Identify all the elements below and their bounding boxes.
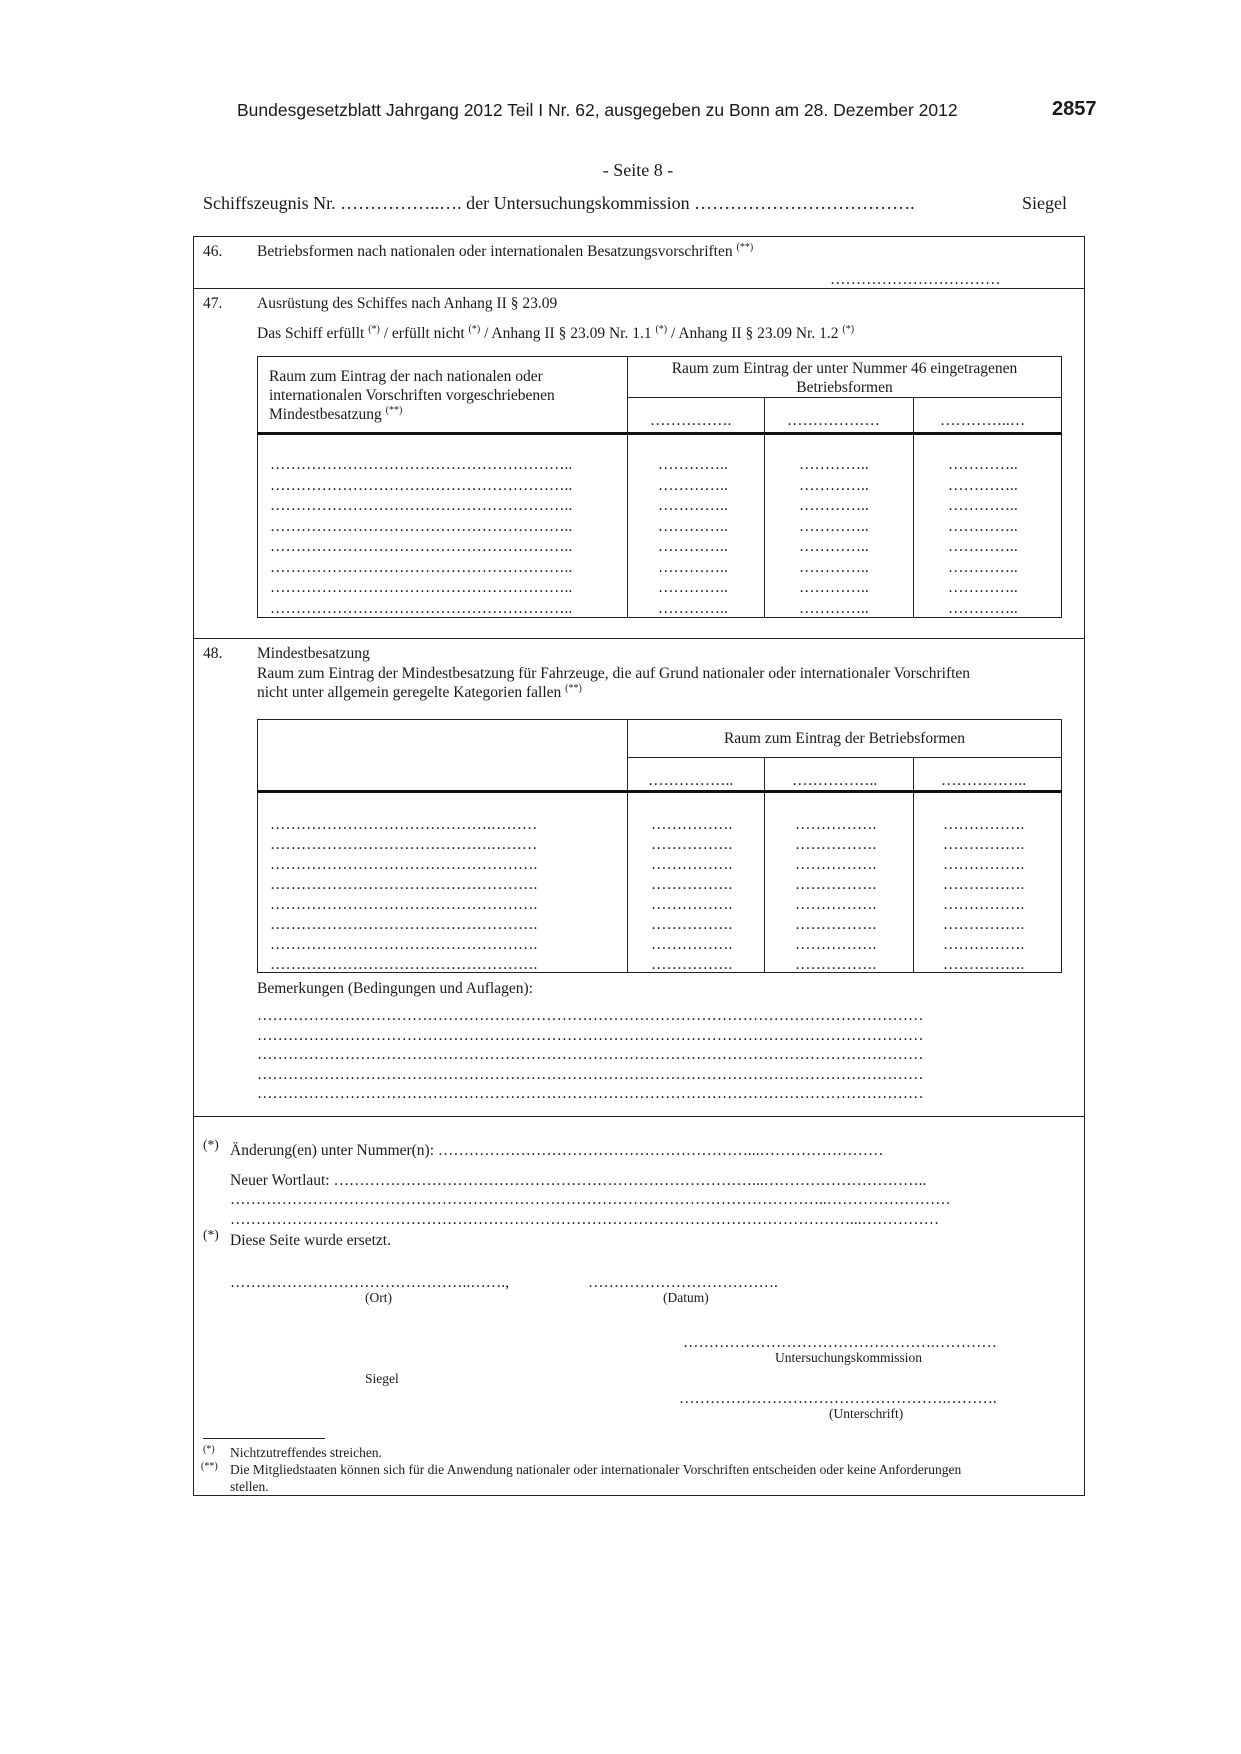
section-divider bbox=[193, 1116, 1085, 1117]
page-number: 2857 bbox=[1052, 98, 1097, 120]
page-replaced-note: Diese Seite wurde ersetzt. bbox=[230, 1232, 391, 1249]
remarks-label: Bemerkungen (Bedingungen und Auflagen): bbox=[257, 980, 533, 997]
table-48-col3-dots: …………….. bbox=[941, 772, 1027, 789]
section-46-text: Betriebsformen nach nationalen oder internationalen Besatzungsvorschriften (**) bbox=[257, 241, 754, 260]
changes-number-line: Änderung(en) unter Nummer(n): ……………………………………………………...…………………… bbox=[230, 1142, 884, 1159]
section-47-title: Ausrüstung des Schiffes nach Anhang II § 23.09 bbox=[257, 295, 558, 312]
footnote-2-continued: stellen. bbox=[230, 1479, 269, 1494]
footnote-2-marker: (**) bbox=[201, 1461, 218, 1472]
table-48-right-header: Raum zum Eintrag der Betriebsformen bbox=[723, 730, 966, 747]
section-47-compliance: Das Schiff erfüllt (*) / erfüllt nicht (*) / Anhang II § 23.09 Nr. 1.1 (*) / Anhang II § 23.09 Nr. 1.2 (*) bbox=[257, 323, 855, 342]
seal-label: Siegel bbox=[1022, 193, 1067, 213]
commission-label: Untersuchungskommission bbox=[775, 1350, 922, 1365]
table-header-rule bbox=[257, 790, 1062, 793]
footnote-rule bbox=[203, 1438, 325, 1439]
new-wording-line-3: …………………………………………………………………………………………………………...…………… bbox=[230, 1211, 940, 1228]
table-divider bbox=[913, 397, 914, 618]
table-48-col2-rows: ……………. ……………. ……………. ……………. ……………. ……………. ……………. ……………. bbox=[795, 816, 877, 973]
table-48-col1-rows: ……………. ……………. ……………. ……………. ……………. ……………. ……………. ……………. bbox=[651, 816, 733, 973]
section-48-description-2: nicht unter allgemein geregelte Kategorien fallen (**) bbox=[257, 682, 582, 701]
table-47-col2-rows: ………….. ………….. ………….. ………….. ………….. ………….. ………….. ………….. bbox=[799, 456, 869, 617]
seal-placeholder: Siegel bbox=[365, 1371, 399, 1386]
footnote-2: Die Mitgliedstaaten können sich für die Anwendung nationaler oder internationaler Vorschriften entscheiden oder keine Anforderungen bbox=[230, 1462, 962, 1477]
table-47-col1-dots: ……………. bbox=[650, 412, 732, 429]
signature-label: (Unterschrift) bbox=[829, 1406, 904, 1421]
page-subtitle: - Seite 8 - bbox=[602, 160, 674, 180]
footnote-1: Nichtzutreffendes streichen. bbox=[230, 1445, 382, 1460]
date-label: (Datum) bbox=[663, 1290, 709, 1305]
date-dots: ………………………………. bbox=[588, 1274, 778, 1291]
table-48-left-rows: …………………………………….……… …………………………………….……… ……………………………………………. ……………………………………………. ……………………………………………. ……………………………………………. ……………………………………………. ……………………………………………. bbox=[270, 816, 538, 973]
new-wording-line-2: ……………………………………………………………………………………………………..…………………… bbox=[230, 1191, 951, 1208]
signature-dots: …………………………………………….………. bbox=[679, 1390, 997, 1407]
section-46-number: 46. bbox=[203, 243, 223, 260]
replaced-marker: (*) bbox=[203, 1227, 219, 1242]
section-48-number: 48. bbox=[203, 645, 223, 662]
remarks-lines: ………………………………………………………………………………………………………………… ………………………………………………………………………………………………………………… ………………………………………………………………………………………………………………… ………………………………………………………………………………………………………………… ………………………………………………………………………………………………………………… bbox=[257, 1007, 924, 1102]
certificate-number-line: Schiffszeugnis Nr. ……………..…. der Untersuchungskommission ………………………………. bbox=[203, 193, 915, 213]
change-marker: (*) bbox=[203, 1137, 219, 1152]
table-48-col2-dots: …………….. bbox=[792, 772, 878, 789]
section-46-dots: …………………………… bbox=[830, 271, 1001, 288]
commission-dots: ………………………………………….………… bbox=[683, 1334, 997, 1351]
gazette-header: Bundesgesetzblatt Jahrgang 2012 Teil I Nr. 62, ausgegeben zu Bonn am 28. Dezember 2012 bbox=[237, 100, 958, 120]
table-48-col3-rows: ……………. ……………. ……………. ……………. ……………. ……………. ……………. ……………. bbox=[943, 816, 1025, 973]
table-divider bbox=[764, 397, 765, 618]
table-47-col3-rows: ………….. ………….. ………….. ………….. ………….. ………….. ………….. ………….. bbox=[948, 456, 1018, 617]
table-47-left-header: Raum zum Eintrag der nach nationalen oder internationalen Vorschriften vorgeschriebenen Mindestbesatzung (**) bbox=[269, 368, 555, 423]
table-header-rule bbox=[257, 432, 1062, 435]
section-48-description: Raum zum Eintrag der Mindestbesatzung für Fahrzeuge, die auf Grund nationaler oder internationaler Vorschriften bbox=[257, 665, 971, 682]
footnote-1-marker: (*) bbox=[203, 1444, 215, 1455]
table-47-col1-rows: ………….. ………….. ………….. ………….. ………….. ………….. ………….. ………….. bbox=[658, 456, 728, 617]
table-47-col2-dots: ……………… bbox=[787, 412, 880, 429]
table-47-col3-dots: …………..… bbox=[940, 412, 1026, 429]
place-dots: ………………………………………..……., bbox=[230, 1274, 509, 1291]
table-divider bbox=[627, 757, 1062, 758]
section-48-title: Mindestbesatzung bbox=[257, 645, 370, 662]
table-47-right-header: Raum zum Eintrag der unter Nummer 46 eingetragenen Betriebsformen bbox=[671, 360, 1018, 396]
new-wording-line: Neuer Wortlaut: ………………………………………………………………………...………………………….. bbox=[230, 1172, 927, 1189]
table-divider bbox=[627, 397, 1062, 398]
section-divider bbox=[193, 638, 1085, 639]
table-47-left-rows: ………………………………………………….. ………………………………………………….. ………………………………………………….. ………………………………………………….. ………………………………………………….. ………………………………………………….. ………………………………………………….. ………………………………………………….. bbox=[270, 456, 573, 617]
place-label: (Ort) bbox=[365, 1290, 392, 1305]
table-48-col1-dots: …………….. bbox=[648, 772, 734, 789]
section-47-number: 47. bbox=[203, 295, 223, 312]
